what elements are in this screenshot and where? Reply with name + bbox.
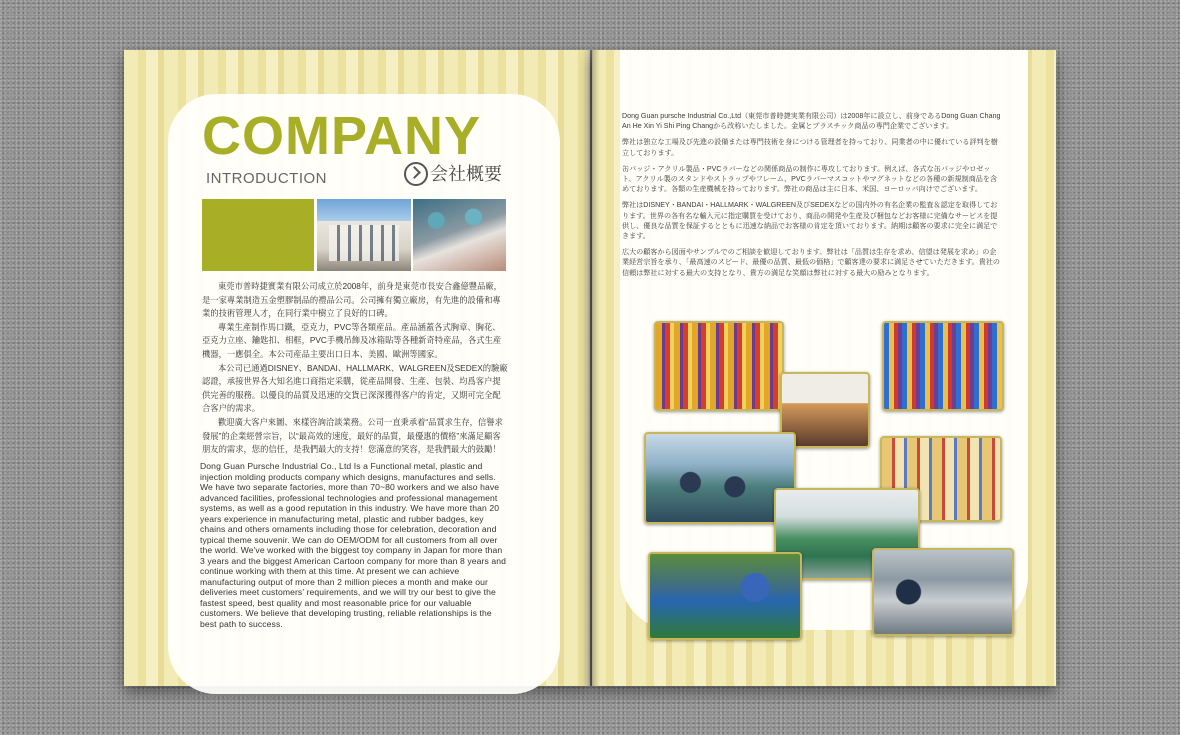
showroom-photo — [654, 321, 784, 411]
product-display-photo — [882, 321, 1004, 411]
jp-paragraph: 弊社はDISNEY・BANDAI・HALLMARK・WALGREEN及びSEDEXなどの国内外の有名企業の監査＆認定を取得しております。世界の各有名な輸入元に指定購買を受けており、商品の開発や生産及び梱包などお客様に完備なサービスを提供し、優良な品質を保証するとともに迅速な納品でお客様の肯定を頂いております。納期は顧客の要求に完全に満足できます。 — [622, 201, 998, 241]
workers-photo — [413, 199, 506, 271]
jp-paragraph: 弊社は独立な工場及び先進の設備または専門技術を身につける管理者を持っており、同業者の中に優れている評判を樹立しております。 — [622, 138, 998, 157]
company-title: COMPANY — [202, 106, 482, 166]
cn-paragraph: 本公司已通過DISNEY、BANDAI、HALLMARK、WALGREEN及SEDEX的驗廠認證，承接世界各大知名進口商指定采購，從產品開發、生產、包裝、均爲客户提供完善的服務。以優良的品質及迅速的交貨已深深獲得客户的肯定，又期可完全配合客户的需求。 — [202, 362, 508, 414]
company-overview-label: 会社概要 — [430, 164, 502, 184]
cn-paragraph: 專業生產制作馬口鐵，亞克力，PVC等各類産品。產品涵蓋各式胸章、胸花、亞克力立座、鑰匙扣、相框，PVC手機吊飾及冰箱貼等各種新奇特産品，各式生産機器，一應俱全。本公司産品主要出口日本、美國、歐洲等國家。 — [202, 321, 502, 359]
right-page — [592, 50, 1056, 686]
left-page — [124, 50, 590, 686]
introduction-subtitle: INTRODUCTION — [206, 170, 327, 187]
brochure-spine — [584, 50, 600, 686]
jp-paragraph: 缶バッジ・アクリル製品・PVCラバーなどの関係商品の制作に専攻しております。例えば、各式な缶バッジやロゼット、アクリル製のスタンドやストラップやフレーム、PVCラバーマスコットやマグネットなどの各種の新規制商品を含めております。各類の生産機械を持っております。弊社の商品は主に日本、米国、ヨーロッパ向けでございます。 — [622, 164, 998, 194]
machine-workshop-photo — [872, 548, 1014, 636]
packing-area-photo — [648, 552, 802, 640]
english-description: Dong Guan Pursche Industrial Co., Ltd Is a Functional metal, plastic and injection molding products company which designs, manufactures and sells. We have two separate factories, more than 70~80 workers and we also have advanced facilities, professional technologies and professional management systems, as well as a good reputation in this industry. We have more than 20 years experience in manufacturing metal, plastic and rubber badges, key chains and others ornaments including those for celebration, decoration and typical theme souvenir. We can do OEM/ODM for all customers from all over the world. We've worked with the biggest toy company in Japan for more than 3 years and the biggest American Cartoon company for more than 8 years and continue working with them at this time. At present we can achieve manufacturing output of more than 2 million pieces a month and make our deliveries meet customers' requirements, and we will try our best to give the fastest speed, best quality and most reasonable price for our valuable customers. We believe that developing trusting, reliable relationships is the best path to success. — [200, 461, 506, 629]
cn-paragraph: 歡迎廣大客户來圖、來樣咨詢洽談業務。公司一直秉承着“品質求生存，信譽求發展”的企業經營宗旨，以“最高效的速度，最好的品質，最優惠的價格”來滿足顧客朋友的需求，您的信任，是我們最大的支持！您滿意的笑容，是我們最大的鼓勵！ — [202, 416, 503, 455]
jp-paragraph: 広大の顧客から図面やサンプルでのご相談を歓迎しております。弊社は「品質は生存を求め、信望は発展を求め」の企業経営宗旨を承り、「最高速のスピード、最優の品質、最低の価格」で顧客達の要求に満足させていただきます。貴社の信頼は弊社に対する最大の支持となり、貴方の満足な笑顔は弊社に対する最大の励みとなります。 — [622, 248, 1001, 277]
japanese-description — [622, 111, 1002, 284]
cn-paragraph: 東莞市普時捷實業有限公司成立於2008年，前身是東莞市長安合鑫億豐品廠，是一家專業制造五金塑膠制品的禮品公司。公司擁有獨立廠房，有先進的設備和專業的技術管理人才，在同行業中樹立了良好的口碑。 — [202, 281, 502, 319]
circle-arrow-right-icon — [404, 162, 428, 186]
jp-paragraph: Dong Guan pursche Industrial Co.,Ltd（東莞市普時捷実業有限公司）は2008年に設立し、前身であるDong Guan Chang An He Xin Yi Shi Ping Changから改称いたしました。金属とプラスチック商品の専門企業でございます。 — [622, 112, 1001, 131]
factory-building-photo — [317, 199, 411, 271]
accent-color-block — [202, 199, 314, 271]
chinese-description — [202, 280, 508, 457]
